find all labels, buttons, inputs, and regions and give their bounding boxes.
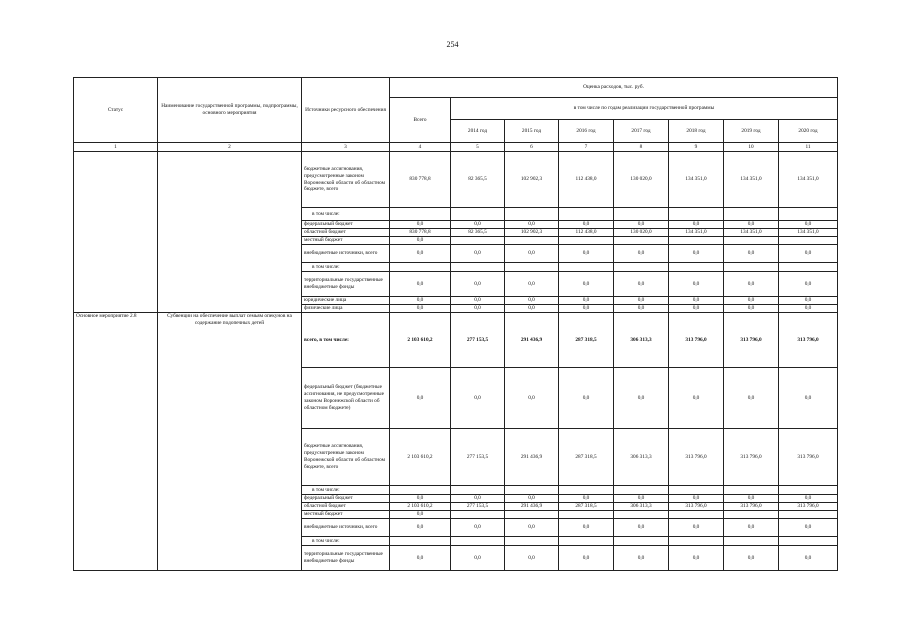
value-cell: 0,0: [779, 305, 838, 313]
value-cell: 134 351,0: [669, 229, 724, 237]
source-label: бюджетные ассигнования, предусмотренные законом Воронежской области об областном бюджете, всего: [302, 152, 390, 208]
value-cell: [451, 511, 505, 519]
value-cell: 0,0: [614, 519, 669, 537]
value-cell: 0,0: [390, 245, 451, 263]
value-cell: 134 351,0: [779, 229, 838, 237]
value-cell: 0,0: [451, 297, 505, 305]
value-cell: 0,0: [614, 495, 669, 503]
measure-name-cell: [158, 152, 302, 313]
header-year: 2016 год: [559, 120, 614, 143]
value-cell: 2 103 610,2: [390, 503, 451, 511]
source-label: в том числе:: [302, 263, 390, 272]
value-cell: [505, 537, 559, 546]
value-cell: 0,0: [779, 546, 838, 571]
value-cell: [779, 537, 838, 546]
status-cell: Основное мероприятие 2.8: [74, 313, 158, 571]
value-cell: [505, 208, 559, 221]
value-cell: 313 796,0: [669, 429, 724, 486]
header-year: 2015 год: [505, 120, 559, 143]
value-cell: [505, 263, 559, 272]
header-name: Наименование государственной программы, подпрограммы, основного мероприятия: [158, 78, 302, 143]
value-cell: 0,0: [669, 546, 724, 571]
header-by-years: в том числе по годам реализации государственной программы: [451, 98, 838, 120]
source-label: территориальные государственные внебюджетные фонды: [302, 546, 390, 571]
value-cell: 277 153,5: [451, 503, 505, 511]
value-cell: 0,0: [505, 368, 559, 429]
column-number: 8: [614, 143, 669, 152]
value-cell: 306 313,3: [614, 503, 669, 511]
value-cell: [451, 486, 505, 495]
value-cell: 112 438,0: [559, 229, 614, 237]
source-label: областной бюджет: [302, 229, 390, 237]
value-cell: 134 351,0: [724, 152, 779, 208]
value-cell: 0,0: [779, 272, 838, 297]
value-cell: [390, 263, 451, 272]
header-estimate: Оценка расходов, тыс. руб.: [390, 78, 838, 98]
value-cell: 0,0: [724, 297, 779, 305]
value-cell: [390, 537, 451, 546]
value-cell: 0,0: [779, 368, 838, 429]
value-cell: 291 436,9: [505, 503, 559, 511]
value-cell: [559, 237, 614, 245]
value-cell: 0,0: [669, 519, 724, 537]
value-cell: 0,0: [390, 519, 451, 537]
value-cell: 287 318,5: [559, 313, 614, 368]
page-number: 254: [446, 40, 459, 49]
value-cell: 313 796,0: [669, 503, 724, 511]
value-cell: [614, 237, 669, 245]
value-cell: 0,0: [505, 221, 559, 229]
source-label: областной бюджет: [302, 503, 390, 511]
value-cell: 306 313,3: [614, 429, 669, 486]
value-cell: [451, 237, 505, 245]
value-cell: 2 103 610,2: [390, 313, 451, 368]
value-cell: 0,0: [614, 305, 669, 313]
source-label: территориальные государственные внебюджетные фонды: [302, 272, 390, 297]
value-cell: 313 796,0: [779, 503, 838, 511]
value-cell: [451, 208, 505, 221]
value-cell: [669, 237, 724, 245]
value-cell: [724, 263, 779, 272]
value-cell: 0,0: [724, 221, 779, 229]
value-cell: [669, 486, 724, 495]
value-cell: 287 318,5: [559, 503, 614, 511]
column-number: 5: [451, 143, 505, 152]
column-number: 1: [74, 143, 158, 152]
column-number: 3: [302, 143, 390, 152]
value-cell: [505, 237, 559, 245]
header-year: 2018 год: [669, 120, 724, 143]
value-cell: 277 153,5: [451, 429, 505, 486]
value-cell: 0,0: [614, 297, 669, 305]
value-cell: 830 778,8: [390, 152, 451, 208]
source-label: внебюджетные источники, всего: [302, 519, 390, 537]
value-cell: 313 796,0: [779, 313, 838, 368]
header-status: Статус: [74, 78, 158, 143]
value-cell: [559, 208, 614, 221]
value-cell: 0,0: [505, 519, 559, 537]
header-year: 2019 год: [724, 120, 779, 143]
value-cell: 0,0: [669, 368, 724, 429]
value-cell: 0,0: [669, 305, 724, 313]
value-cell: 0,0: [390, 297, 451, 305]
source-label: в том числе:: [302, 486, 390, 495]
header-source: Источники ресурсного обеспечения: [302, 78, 390, 143]
value-cell: 0,0: [451, 368, 505, 429]
value-cell: 0,0: [724, 368, 779, 429]
column-number: 4: [390, 143, 451, 152]
value-cell: 0,0: [505, 297, 559, 305]
source-label: внебюджетные источники, всего: [302, 245, 390, 263]
value-cell: 0,0: [451, 546, 505, 571]
value-cell: 0,0: [451, 272, 505, 297]
budget-table: [73, 77, 838, 571]
source-label: федеральный бюджет (бюджетные ассигнования, не предусмотренные законом Воронежской области об областном бюджете): [302, 368, 390, 429]
column-number: 7: [559, 143, 614, 152]
value-cell: 0,0: [669, 297, 724, 305]
value-cell: 0,0: [724, 305, 779, 313]
value-cell: [724, 486, 779, 495]
value-cell: [559, 511, 614, 519]
value-cell: [614, 511, 669, 519]
table-row: [74, 313, 838, 368]
value-cell: [559, 486, 614, 495]
source-label: юридические лица: [302, 297, 390, 305]
value-cell: 291 436,9: [505, 429, 559, 486]
value-cell: 0,0: [669, 245, 724, 263]
value-cell: [614, 537, 669, 546]
value-cell: 0,0: [614, 221, 669, 229]
value-cell: 0,0: [390, 511, 451, 519]
value-cell: 313 796,0: [724, 429, 779, 486]
value-cell: [669, 263, 724, 272]
value-cell: 0,0: [390, 237, 451, 245]
value-cell: 134 351,0: [779, 152, 838, 208]
value-cell: 134 351,0: [724, 229, 779, 237]
value-cell: 0,0: [614, 368, 669, 429]
value-cell: [779, 208, 838, 221]
value-cell: 0,0: [505, 495, 559, 503]
value-cell: 0,0: [559, 546, 614, 571]
value-cell: 313 796,0: [669, 313, 724, 368]
value-cell: 0,0: [724, 546, 779, 571]
value-cell: 313 796,0: [724, 313, 779, 368]
value-cell: [669, 208, 724, 221]
value-cell: 291 436,9: [505, 313, 559, 368]
column-number: 11: [779, 143, 838, 152]
value-cell: 0,0: [614, 272, 669, 297]
value-cell: [390, 208, 451, 221]
column-number: 10: [724, 143, 779, 152]
value-cell: 0,0: [390, 368, 451, 429]
value-cell: 0,0: [390, 546, 451, 571]
value-cell: 0,0: [390, 495, 451, 503]
value-cell: 0,0: [779, 495, 838, 503]
value-cell: [779, 263, 838, 272]
value-cell: [390, 486, 451, 495]
value-cell: 313 796,0: [779, 429, 838, 486]
source-label: всего, в том числе:: [302, 313, 390, 368]
value-cell: [559, 263, 614, 272]
value-cell: 0,0: [724, 495, 779, 503]
value-cell: 134 351,0: [669, 152, 724, 208]
value-cell: [669, 537, 724, 546]
value-cell: 0,0: [505, 305, 559, 313]
value-cell: [724, 237, 779, 245]
value-cell: 82 365,5: [451, 229, 505, 237]
value-cell: 0,0: [505, 546, 559, 571]
value-cell: 0,0: [451, 305, 505, 313]
value-cell: 0,0: [451, 221, 505, 229]
value-cell: 130 020,0: [614, 152, 669, 208]
value-cell: 0,0: [559, 272, 614, 297]
column-number: 9: [669, 143, 724, 152]
value-cell: 0,0: [559, 297, 614, 305]
table-row: [74, 152, 838, 208]
value-cell: [559, 537, 614, 546]
value-cell: 0,0: [614, 245, 669, 263]
value-cell: 0,0: [505, 272, 559, 297]
value-cell: [724, 537, 779, 546]
source-label: бюджетные ассигнования, предусмотренные законом Воронежской области об областном бюджете, всего: [302, 429, 390, 486]
value-cell: 0,0: [779, 221, 838, 229]
value-cell: 0,0: [559, 305, 614, 313]
value-cell: 0,0: [559, 245, 614, 263]
value-cell: [779, 486, 838, 495]
measure-name-cell: Субвенции на обеспечение выплат семьям опекунов на содержание подопечных детей: [158, 313, 302, 571]
value-cell: 0,0: [390, 272, 451, 297]
status-cell: [74, 152, 158, 313]
value-cell: 0,0: [614, 546, 669, 571]
value-cell: [451, 263, 505, 272]
value-cell: 277 153,5: [451, 313, 505, 368]
header-year: 2020 год: [779, 120, 838, 143]
source-label: местный бюджет: [302, 511, 390, 519]
value-cell: 0,0: [559, 495, 614, 503]
value-cell: 0,0: [724, 272, 779, 297]
header-total: Всего: [390, 98, 451, 143]
value-cell: 102 902,3: [505, 152, 559, 208]
value-cell: [614, 263, 669, 272]
value-cell: 0,0: [390, 221, 451, 229]
value-cell: [669, 511, 724, 519]
source-label: федеральный бюджет: [302, 221, 390, 229]
value-cell: 130 020,0: [614, 229, 669, 237]
source-label: физические лица: [302, 305, 390, 313]
value-cell: 112 438,0: [559, 152, 614, 208]
header-year: 2017 год: [614, 120, 669, 143]
value-cell: [614, 486, 669, 495]
value-cell: 82 365,5: [451, 152, 505, 208]
value-cell: [724, 511, 779, 519]
value-cell: [451, 537, 505, 546]
value-cell: 0,0: [669, 495, 724, 503]
header-year: 2014 год: [451, 120, 505, 143]
column-number: 6: [505, 143, 559, 152]
value-cell: 0,0: [451, 519, 505, 537]
value-cell: 0,0: [451, 245, 505, 263]
value-cell: 287 318,5: [559, 429, 614, 486]
value-cell: 0,0: [669, 221, 724, 229]
value-cell: [779, 511, 838, 519]
value-cell: 0,0: [724, 519, 779, 537]
value-cell: [724, 208, 779, 221]
value-cell: 0,0: [451, 495, 505, 503]
value-cell: [779, 237, 838, 245]
column-number: 2: [158, 143, 302, 152]
source-label: в том числе:: [302, 208, 390, 221]
source-label: в том числе:: [302, 537, 390, 546]
value-cell: 0,0: [505, 245, 559, 263]
value-cell: 830 778,8: [390, 229, 451, 237]
value-cell: 0,0: [669, 272, 724, 297]
value-cell: [614, 208, 669, 221]
value-cell: 0,0: [559, 221, 614, 229]
value-cell: 313 796,0: [724, 503, 779, 511]
value-cell: 102 902,3: [505, 229, 559, 237]
value-cell: 306 313,3: [614, 313, 669, 368]
value-cell: 0,0: [559, 519, 614, 537]
value-cell: 0,0: [559, 368, 614, 429]
source-label: федеральный бюджет: [302, 495, 390, 503]
value-cell: 0,0: [724, 245, 779, 263]
value-cell: 0,0: [779, 519, 838, 537]
source-label: местный бюджет: [302, 237, 390, 245]
value-cell: 0,0: [779, 245, 838, 263]
value-cell: [505, 486, 559, 495]
value-cell: 0,0: [779, 297, 838, 305]
value-cell: [505, 511, 559, 519]
value-cell: 0,0: [390, 305, 451, 313]
value-cell: 2 103 610,2: [390, 429, 451, 486]
